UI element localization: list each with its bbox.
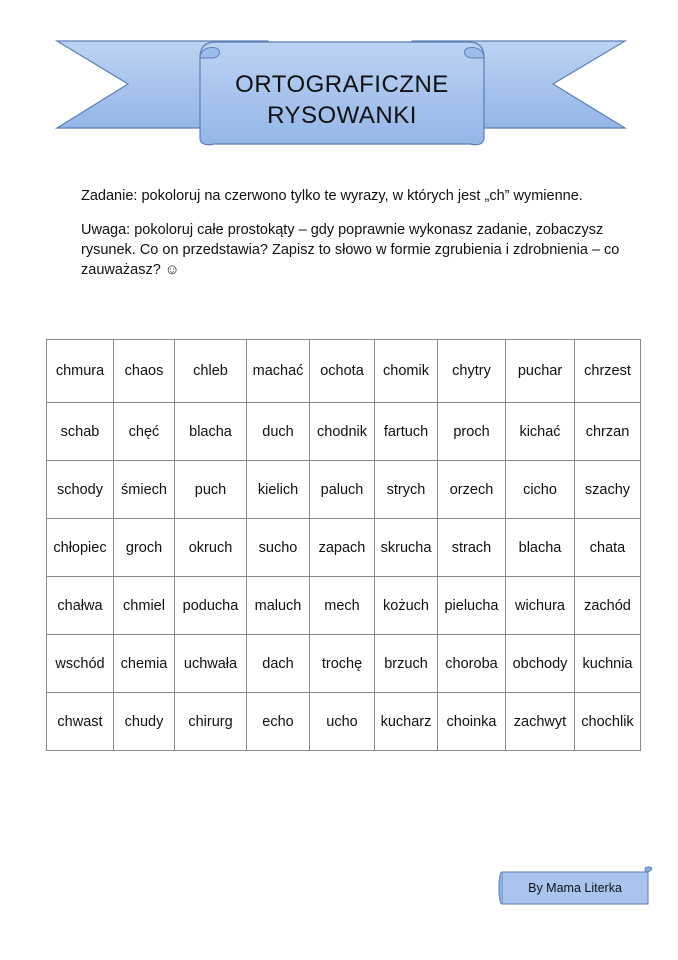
word-cell[interactable]: kuchnia <box>575 635 641 693</box>
title-line-2: RYSOWANKI <box>267 102 417 129</box>
word-cell[interactable]: groch <box>114 519 175 577</box>
word-cell[interactable]: schody <box>47 461 114 519</box>
grid-row <box>47 577 641 635</box>
word-cell[interactable]: chudy <box>114 693 175 751</box>
word-cell[interactable]: zachód <box>575 577 641 635</box>
word-cell[interactable]: chochlik <box>575 693 641 751</box>
word-cell[interactable]: śmiech <box>114 461 175 519</box>
word-cell[interactable]: orzech <box>438 461 506 519</box>
word-cell[interactable]: chemia <box>114 635 175 693</box>
word-cell[interactable]: fartuch <box>375 403 438 461</box>
page-title <box>200 60 484 140</box>
grid-row <box>47 403 641 461</box>
word-cell[interactable]: poducha <box>175 577 247 635</box>
word-cell[interactable]: chłopiec <box>47 519 114 577</box>
word-cell[interactable]: uchwała <box>175 635 247 693</box>
word-cell[interactable]: dach <box>247 635 310 693</box>
credit-label: By Mama Literka <box>528 881 622 895</box>
grid-row <box>47 461 641 519</box>
word-cell[interactable]: zachwyt <box>506 693 575 751</box>
title-line-1: ORTOGRAFICZNE <box>235 71 449 98</box>
word-cell[interactable]: cicho <box>506 461 575 519</box>
word-cell[interactable]: chytry <box>438 340 506 403</box>
word-cell[interactable]: chodnik <box>310 403 375 461</box>
grid-row <box>47 693 641 751</box>
word-grid <box>46 339 641 751</box>
word-cell[interactable]: strach <box>438 519 506 577</box>
word-cell[interactable]: szachy <box>575 461 641 519</box>
grid-row <box>47 340 641 403</box>
word-cell[interactable]: choroba <box>438 635 506 693</box>
word-cell[interactable]: echo <box>247 693 310 751</box>
word-cell[interactable]: chirurg <box>175 693 247 751</box>
word-cell[interactable]: blacha <box>506 519 575 577</box>
word-cell[interactable]: ucho <box>310 693 375 751</box>
word-cell[interactable]: brzuch <box>375 635 438 693</box>
word-cell[interactable]: chrzest <box>575 340 641 403</box>
grid-row <box>47 519 641 577</box>
word-cell[interactable]: skrucha <box>375 519 438 577</box>
word-cell[interactable]: chmura <box>47 340 114 403</box>
word-cell[interactable]: sucho <box>247 519 310 577</box>
smiley-icon: ☺ <box>164 262 180 278</box>
word-cell[interactable]: puchar <box>506 340 575 403</box>
word-cell[interactable]: wichura <box>506 577 575 635</box>
word-cell[interactable]: machać <box>247 340 310 403</box>
word-cell[interactable]: blacha <box>175 403 247 461</box>
word-cell[interactable]: zapach <box>310 519 375 577</box>
word-cell[interactable]: kucharz <box>375 693 438 751</box>
word-cell[interactable]: pielucha <box>438 577 506 635</box>
word-cell[interactable]: obchody <box>506 635 575 693</box>
word-cell[interactable]: puch <box>175 461 247 519</box>
word-cell[interactable]: ochota <box>310 340 375 403</box>
word-cell[interactable]: chwast <box>47 693 114 751</box>
word-cell[interactable]: kożuch <box>375 577 438 635</box>
word-cell[interactable]: maluch <box>247 577 310 635</box>
grid-row <box>47 635 641 693</box>
word-cell[interactable]: chrzan <box>575 403 641 461</box>
word-cell[interactable]: chęć <box>114 403 175 461</box>
word-cell[interactable]: chleb <box>175 340 247 403</box>
word-cell[interactable]: trochę <box>310 635 375 693</box>
word-cell[interactable]: choinka <box>438 693 506 751</box>
word-cell[interactable]: chałwa <box>47 577 114 635</box>
word-cell[interactable]: mech <box>310 577 375 635</box>
word-cell[interactable]: schab <box>47 403 114 461</box>
word-cell[interactable]: kichać <box>506 403 575 461</box>
word-cell[interactable]: duch <box>247 403 310 461</box>
word-cell[interactable]: proch <box>438 403 506 461</box>
task-text: Zadanie: pokoloruj na czerwono tylko te wyrazy, w których jest „ch” wymienne. <box>81 188 583 204</box>
note-paragraph <box>81 220 621 280</box>
instructions <box>81 186 621 280</box>
word-cell[interactable]: chata <box>575 519 641 577</box>
word-cell[interactable]: strych <box>375 461 438 519</box>
word-cell[interactable]: paluch <box>310 461 375 519</box>
word-cell[interactable]: wschód <box>47 635 114 693</box>
note-text: Uwaga: pokoloruj całe prostokąty – gdy poprawnie wykonasz zadanie, zobaczysz rysunek. Co on przedstawia? Zapisz to słowo w formie zgrubienia i zdrobnienia – co zauważasz? <box>81 222 620 278</box>
word-cell[interactable]: chmiel <box>114 577 175 635</box>
word-cell[interactable]: chaos <box>114 340 175 403</box>
word-cell[interactable]: chomik <box>375 340 438 403</box>
word-cell[interactable]: okruch <box>175 519 247 577</box>
word-cell[interactable]: kielich <box>247 461 310 519</box>
